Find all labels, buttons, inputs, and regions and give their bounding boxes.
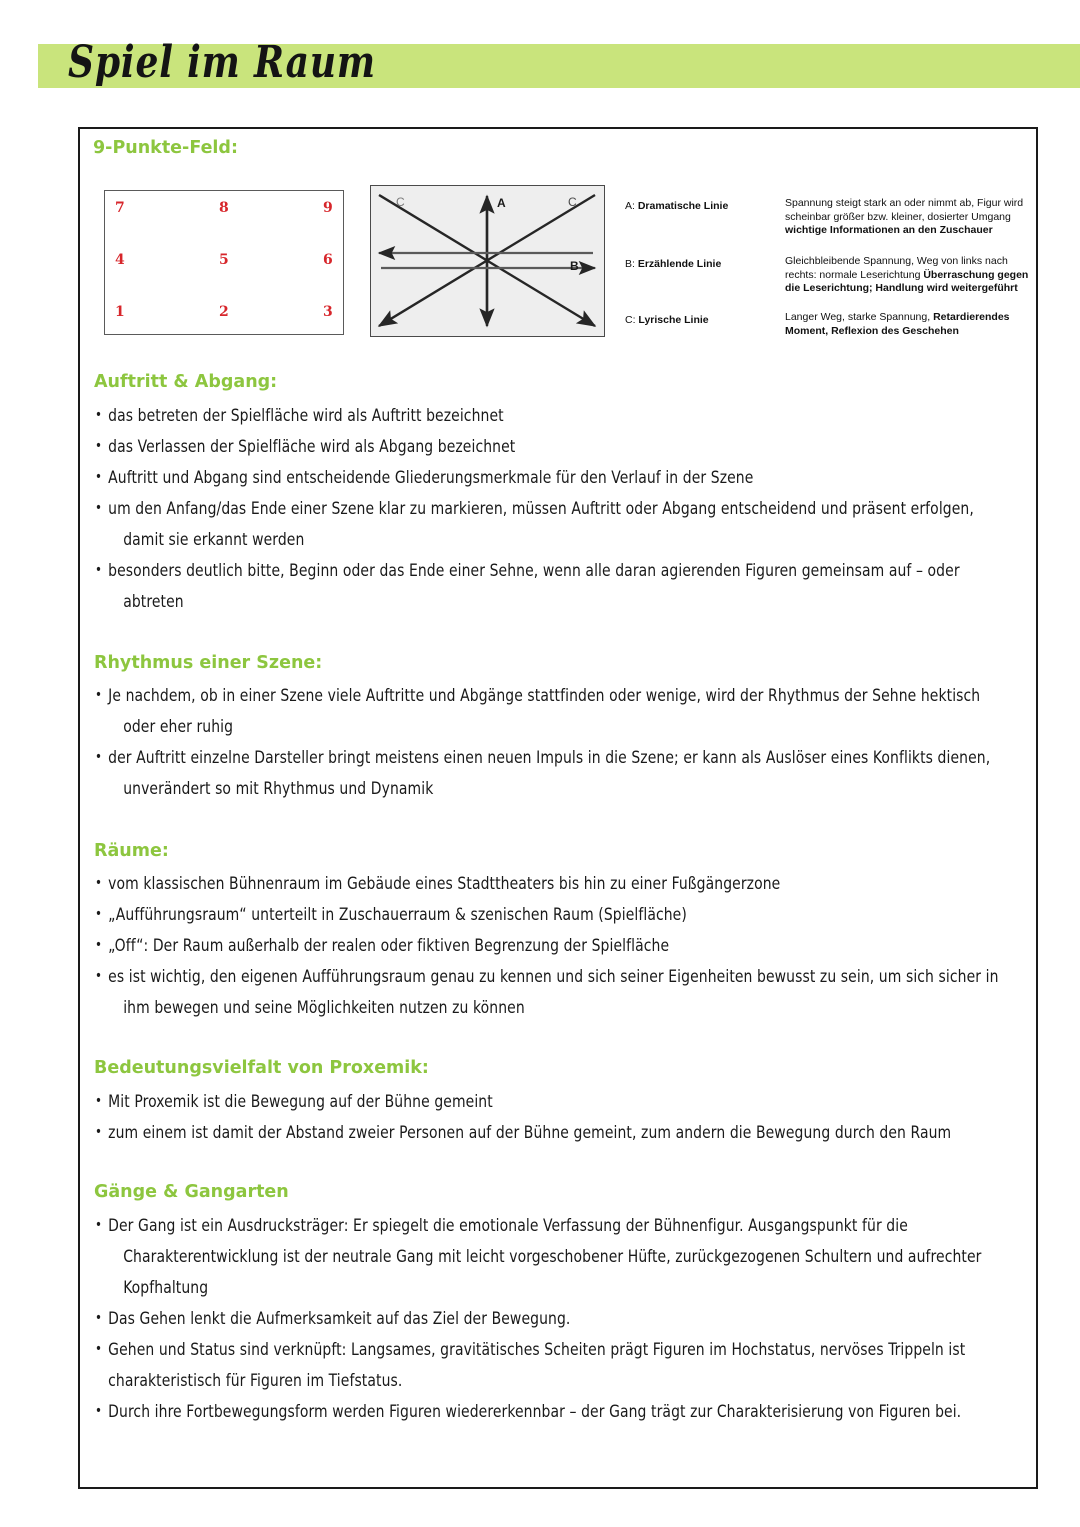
- field-point-4: 4: [115, 252, 125, 268]
- legend-prefix-a: A:: [625, 200, 638, 212]
- arrow-label-b: B: [570, 259, 579, 273]
- legend-prefix-b: B:: [625, 258, 638, 270]
- legend-desc-a-normal: Spannung steigt stark an oder nimmt ab, Figur wird scheinbar größer bzw. kleiner, dosierter Umgang: [785, 197, 1024, 223]
- list-item: • Mit Proxemik ist die Bewegung auf der Bühne gemeint: [95, 1086, 1016, 1117]
- field-point-3: 3: [323, 304, 333, 320]
- legend-name-a: Dramatische Linie: [637, 200, 729, 212]
- legend-label-c: [625, 314, 709, 326]
- legend-name-b: Erzählende Linie: [637, 258, 722, 270]
- list-item: • der Auftritt einzelne Darsteller bringt meistens einen neuen Impuls in die Szene; er kann als Auslöser eines Konflikts dienen, unverändert so mit Rhythmus und Dynamik: [95, 742, 1016, 804]
- field-point-9: 9: [323, 200, 333, 216]
- arrow-label-a: A: [497, 196, 506, 210]
- section-gaenge-body: [95, 1210, 1016, 1427]
- list-item: • das betreten der Spielfläche wird als Auftritt bezeichnet: [95, 400, 1016, 431]
- legend-desc-c-bold: Retardierendes Moment, Reflexion des Geschehen: [785, 311, 1010, 337]
- stage-lines-arrow-diagram: [370, 185, 605, 337]
- list-item: • „Off“: Der Raum außerhalb der realen oder fiktiven Begrenzung der Spielfläche: [95, 930, 1016, 961]
- page-title: Spiel im Raum: [68, 37, 376, 88]
- arrow-label-c-left: C: [396, 195, 405, 209]
- section-rhythmus-body: [95, 680, 1016, 804]
- list-item: • Durch ihre Fortbewegungsform werden Figuren wiedererkennbar – der Gang trägt zur Charakterisierung von Figuren bei.: [95, 1396, 1016, 1427]
- field-point-7: 7: [115, 200, 125, 216]
- legend-name-c: Lyrische Linie: [638, 314, 709, 326]
- legend-label-b: [625, 258, 721, 270]
- heading-bedeutungsvielfalt-proxemik: Bedeutungsvielfalt von Proxemik:: [94, 1058, 429, 1078]
- list-item: • Auftritt und Abgang sind entscheidende Gliederungsmerkmale für den Verlauf in der Szene: [95, 462, 1016, 493]
- list-item: • das Verlassen der Spielfläche wird als Abgang bezeichnet: [95, 431, 1016, 462]
- list-item: • um den Anfang/das Ende einer Szene klar zu markieren, müssen Auftritt oder Abgang entscheidend und präsent erfolgen, damit sie erkannt werden: [95, 493, 1016, 555]
- legend-desc-b-bold: Überraschung gegen die Leserichtung; Handlung wird weitergeführt: [785, 268, 1029, 294]
- list-item: • Der Gang ist ein Ausdrucksträger: Er spiegelt die emotionale Verfassung der Bühnenfigur. Ausgangspunkt für die Charakterentwicklung ist der neutrale Gang mit leicht vorgeschobener Hüfte, zurückgezogenen Schultern und aufrechter Kopfhaltung: [95, 1210, 1016, 1303]
- arrow-diagram-svg: [371, 186, 603, 335]
- legend-label-a: [625, 200, 728, 212]
- section-proxemik-body: [95, 1086, 1016, 1148]
- list-item: • Gehen und Status sind verknüpft: Langsames, gravitätisches Scheiten prägt Figuren im Hochstatus, nervöses Trippeln ist charakteristisch für Figuren im Tiefstatus.: [95, 1334, 1016, 1396]
- heading-raeume: Räume:: [94, 841, 169, 861]
- legend-desc-c: [785, 311, 1033, 338]
- field-point-5: 5: [219, 252, 229, 268]
- heading-nine-point-field: 9-Punkte-Feld:: [93, 138, 238, 158]
- arrow-label-c-right: C: [568, 195, 577, 209]
- section-raeume-body: [95, 868, 1016, 1023]
- legend-desc-a: [785, 197, 1033, 238]
- heading-auftritt-abgang: Auftritt & Abgang:: [94, 372, 278, 392]
- list-item: • Je nachdem, ob in einer Szene viele Auftritte und Abgänge stattfinden oder wenige, wird der Rhythmus der Sehne hektisch oder eher ruhig: [95, 680, 1016, 742]
- list-item: • es ist wichtig, den eigenen Aufführungsraum genau zu kennen und sich seiner Eigenheiten bewusst zu sein, um sich sicher in ihm bewegen und seine Möglichkeiten nutzen zu können: [95, 961, 1016, 1023]
- field-point-8: 8: [219, 200, 229, 216]
- section-auftritt-abgang-body: [95, 400, 1016, 617]
- legend-desc-c-normal: Langer Weg, starke Spannung,: [785, 311, 934, 323]
- heading-rhythmus-einer-szene: Rhythmus einer Szene:: [94, 653, 323, 673]
- field-point-2: 2: [219, 304, 229, 320]
- field-point-6: 6: [323, 252, 333, 268]
- field-point-1: 1: [115, 304, 125, 320]
- nine-point-field-diagram: [104, 190, 344, 335]
- list-item: • zum einem ist damit der Abstand zweier Personen auf der Bühne gemeint, zum andern die Bewegung durch den Raum: [95, 1117, 1016, 1148]
- heading-gaenge-gangarten: Gänge & Gangarten: [94, 1182, 289, 1202]
- list-item: • Das Gehen lenkt die Aufmerksamkeit auf das Ziel der Bewegung.: [95, 1303, 1016, 1334]
- list-item: • „Aufführungsraum“ unterteilt in Zuschauerraum & szenischen Raum (Spielfläche): [95, 899, 1016, 930]
- legend-desc-b: [785, 255, 1033, 296]
- legend-prefix-c: C:: [625, 314, 639, 326]
- legend-desc-b-normal: Gleichbleibende Spannung, Weg von links nach rechts: normale Leserichtung: [785, 255, 1008, 281]
- list-item: • vom klassischen Bühnenraum im Gebäude eines Stadttheaters bis hin zu einer Fußgängerzone: [95, 868, 1016, 899]
- legend-desc-a-bold: wichtige Informationen an den Zuschauer: [785, 224, 993, 236]
- list-item: • besonders deutlich bitte, Beginn oder das Ende einer Sehne, wenn alle daran agierenden Figuren gemeinsam auf – oder abtreten: [95, 555, 1016, 617]
